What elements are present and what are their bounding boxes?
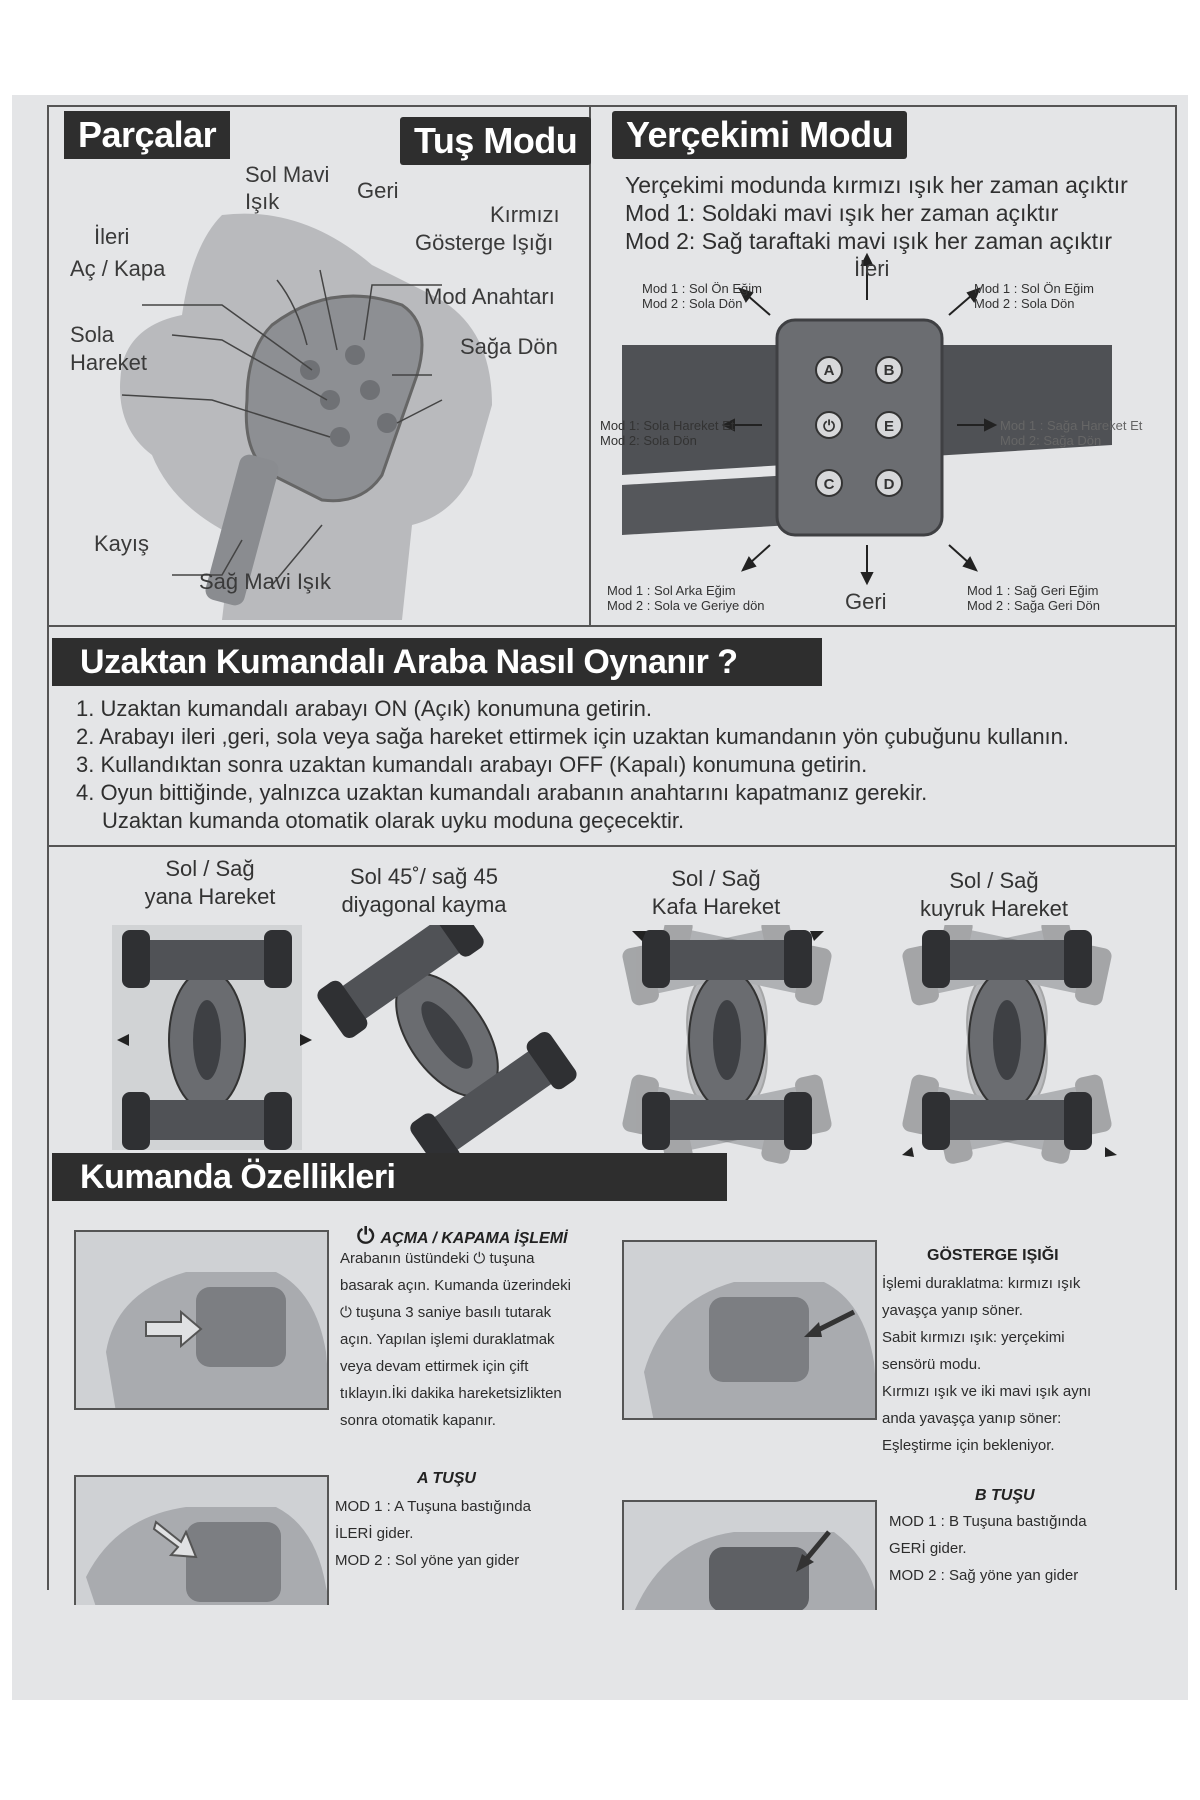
label-ac-kapa: Aç / Kapa (70, 256, 166, 281)
gravity-mid-left-2: Mod 2: Sola Dön (600, 433, 697, 448)
movement-3-line2: Kafa Hareket (651, 894, 781, 919)
power-text-1: Arabanın üstündeki ⏻ tuşuna (340, 1250, 535, 1267)
a-key-text-1: MOD 1 : A Tuşuna bastığında (335, 1498, 531, 1515)
label-isik: Işık (245, 189, 280, 214)
power-photo-hand (76, 1232, 329, 1410)
howto-step-note: Uzaktan kumanda otomatik olarak uyku moduna geçecektir. (102, 808, 685, 833)
b-key-photo (622, 1500, 877, 1610)
b-key-photo-hand (624, 1502, 877, 1610)
b-key-text-2: GERİ gider. (889, 1540, 967, 1557)
movement-4-line2: kuyruk Hareket (920, 896, 1068, 921)
howto-step-1: 1. Uzaktan kumandalı arabayı ON (Açık) konumuna getirin. (76, 696, 652, 721)
car-diagonal-drift (314, 925, 579, 1165)
movement-3-line1: Sol / Sağ (671, 866, 761, 891)
b-key-text-1: MOD 1 : B Tuşuna bastığında (889, 1513, 1087, 1530)
leader-sol-mavi (277, 280, 307, 345)
power-text-5: veya devam ettirmek için çift (340, 1358, 529, 1375)
label-kirmizi: Kırmızı (490, 202, 560, 227)
indicator-text-5: Kırmızı ışık ve iki mavi ışık aynı (882, 1383, 1092, 1400)
gravity-bottom-left-2: Mod 2 : Sola ve Geriye dön (607, 598, 765, 613)
leader-saga-don (397, 400, 442, 423)
a-key-text-3: MOD 2 : Sol yöne yan gider (335, 1552, 520, 1569)
howto-step-2: 2. Arabayı ileri ,geri, sola veya sağa hareket ettirmek için uzaktan kumandanın yön çubuğunu kullanın. (76, 724, 1070, 749)
indicator-text-1: İşlemi duraklatma: kırmızı ışık (882, 1275, 1081, 1292)
gravity-title: Yerçekimi Modu (612, 111, 907, 159)
label-ileri: İleri (94, 224, 130, 249)
car-tail-move (901, 925, 1117, 1165)
b-key-heading: B TUŞU (975, 1487, 1035, 1504)
gravity-line-3: Mod 2: Sağ taraftaki mavi ışık her zaman açıktır (625, 228, 1113, 254)
gravity-button-a-label: A (823, 362, 835, 379)
indicator-text-4: sensörü modu. (882, 1356, 982, 1373)
gravity-button-c-label: C (823, 476, 835, 493)
gravity-top-left-1: Mod 1 : Sol Ön Eğim (642, 281, 762, 296)
gravity-mid-right-2: Mod 2: Sağa Dön (1000, 433, 1102, 448)
top-divider (589, 105, 591, 625)
label-kayis: Kayış (94, 531, 150, 556)
gravity-mid-left-1: Mod 1: Sola Hareket Et (600, 418, 735, 433)
indicator-photo (622, 1240, 877, 1420)
instruction-sheet (12, 95, 1188, 1700)
indicator-text-2: yavaşça yanıp söner. (882, 1302, 1023, 1319)
a-key-photo (74, 1475, 329, 1605)
arrow-down-head (862, 573, 872, 583)
label-mod-anahtari: Mod Anahtarı (424, 284, 555, 309)
movement-2-line1: Sol 45˚/ sağ 45 (350, 864, 498, 889)
indicator-text-7: Eşleştirme için bekleniyor. (882, 1437, 1055, 1454)
power-text-4: açın. Yapılan işlemi duraklatmak (340, 1331, 555, 1348)
indicator-heading: GÖSTERGE IŞIĞI (927, 1247, 1059, 1264)
power-text-3: ⏻ tuşuna 3 saniye basılı tutarak (340, 1304, 552, 1321)
section-divider-2 (47, 845, 1177, 847)
gravity-mid-right-1: Mod 1 : Sağa Hareket Et (1000, 418, 1143, 433)
leader-sola (122, 395, 330, 437)
top-border (47, 105, 1177, 107)
movement-4-line1: Sol / Sağ (949, 868, 1039, 893)
label-gosterge: Gösterge Işığı (415, 230, 554, 255)
power-text-6: tıklayın.İki dakika hareketsizlikten (340, 1385, 562, 1402)
gravity-button-e-label: E (883, 418, 895, 435)
movement-1-line1: Sol / Sağ (165, 856, 255, 881)
howto-step-3: 3. Kullandıktan sonra uzaktan kumandalı arabayı OFF (Kapalı) konumuna getirin. (76, 752, 868, 777)
indicator-photo-hand (624, 1242, 877, 1420)
label-sag-mavi: Sağ Mavi Işık (199, 569, 332, 594)
label-saga-don: Sağa Dön (460, 334, 558, 359)
gravity-top-right-2: Mod 2 : Sola Dön (974, 296, 1075, 311)
gravity-button-b-label: B (883, 362, 895, 379)
features-title: Kumanda Özellikleri (52, 1153, 727, 1201)
gravity-power-symbol: ⏻ (823, 418, 835, 435)
label-sola: Sola (70, 322, 115, 347)
movement-1-line2: yana Hareket (144, 884, 276, 909)
label-sol-mavi: Sol Mavi (245, 162, 330, 187)
b-key-text-3: MOD 2 : Sağ yöne yan gider (889, 1567, 1079, 1584)
leader-geri (320, 270, 337, 350)
leader-ileri (142, 305, 312, 370)
a-key-photo-hand (76, 1477, 329, 1605)
car-side-move (112, 925, 312, 1150)
power-photo (74, 1230, 329, 1410)
gravity-geri: Geri (845, 589, 887, 614)
gravity-top-right-1: Mod 1 : Sol Ön Eğim (974, 281, 1094, 296)
section-divider-1 (47, 625, 1177, 627)
a-key-heading: A TUŞU (417, 1470, 476, 1487)
a-key-text-2: İLERİ gider. (335, 1525, 414, 1542)
power-text-2: basarak açın. Kumanda üzerindeki (340, 1277, 571, 1294)
movement-2-line2: diyagonal kayma (341, 892, 507, 917)
power-icon: ⏻ (357, 1223, 381, 1248)
gravity-strap-lower (622, 475, 792, 535)
arrow-down-right (949, 545, 969, 563)
power-text-7: sonra otomatik kapanır. (340, 1412, 496, 1429)
howto-title: Uzaktan Kumandalı Araba Nasıl Oynanır ? (52, 638, 822, 686)
car-head-move (621, 925, 833, 1165)
label-geri: Geri (357, 178, 399, 203)
gravity-top-left-2: Mod 2 : Sola Dön (642, 296, 743, 311)
gravity-line-2: Mod 1: Soldaki mavi ışık her zaman açıktır (625, 200, 1059, 226)
gravity-bottom-left-1: Mod 1 : Sol Arka Eğim (607, 583, 736, 598)
indicator-text-3: Sabit kırmızı ışık: yerçekimi (882, 1329, 1065, 1346)
gravity-button-d-label: D (883, 476, 895, 493)
gravity-bottom-right-1: Mod 1 : Sağ Geri Eğim (967, 583, 1099, 598)
movement-cars (72, 925, 1172, 1165)
gravity-remote-body (777, 320, 942, 535)
parts-title: Parçalar (64, 111, 230, 159)
howto-step-4: 4. Oyun bittiğinde, yalnızca uzaktan kumandalı arabanın anahtarını kapatmanız gerekir. (76, 780, 928, 805)
gravity-line-1: Yerçekimi modunda kırmızı ışık her zaman açıktır (625, 172, 1128, 198)
left-border (47, 105, 49, 1590)
gravity-ileri: İleri (854, 256, 890, 281)
key-mode-title: Tuş Modu (400, 117, 591, 165)
label-hareket: Hareket (70, 350, 148, 375)
arrow-down-left (750, 545, 770, 563)
right-border (1175, 105, 1177, 1590)
gravity-bottom-right-2: Mod 2 : Sağa Geri Dön (967, 598, 1100, 613)
power-heading-text: AÇMA / KAPAMA İŞLEMİ (380, 1230, 568, 1247)
leader-ac-kapa (172, 335, 327, 400)
indicator-text-6: anda yavaşça yanıp söner: (882, 1410, 1062, 1427)
arrow-up-right (949, 295, 972, 315)
arrow-up-left (747, 295, 770, 315)
